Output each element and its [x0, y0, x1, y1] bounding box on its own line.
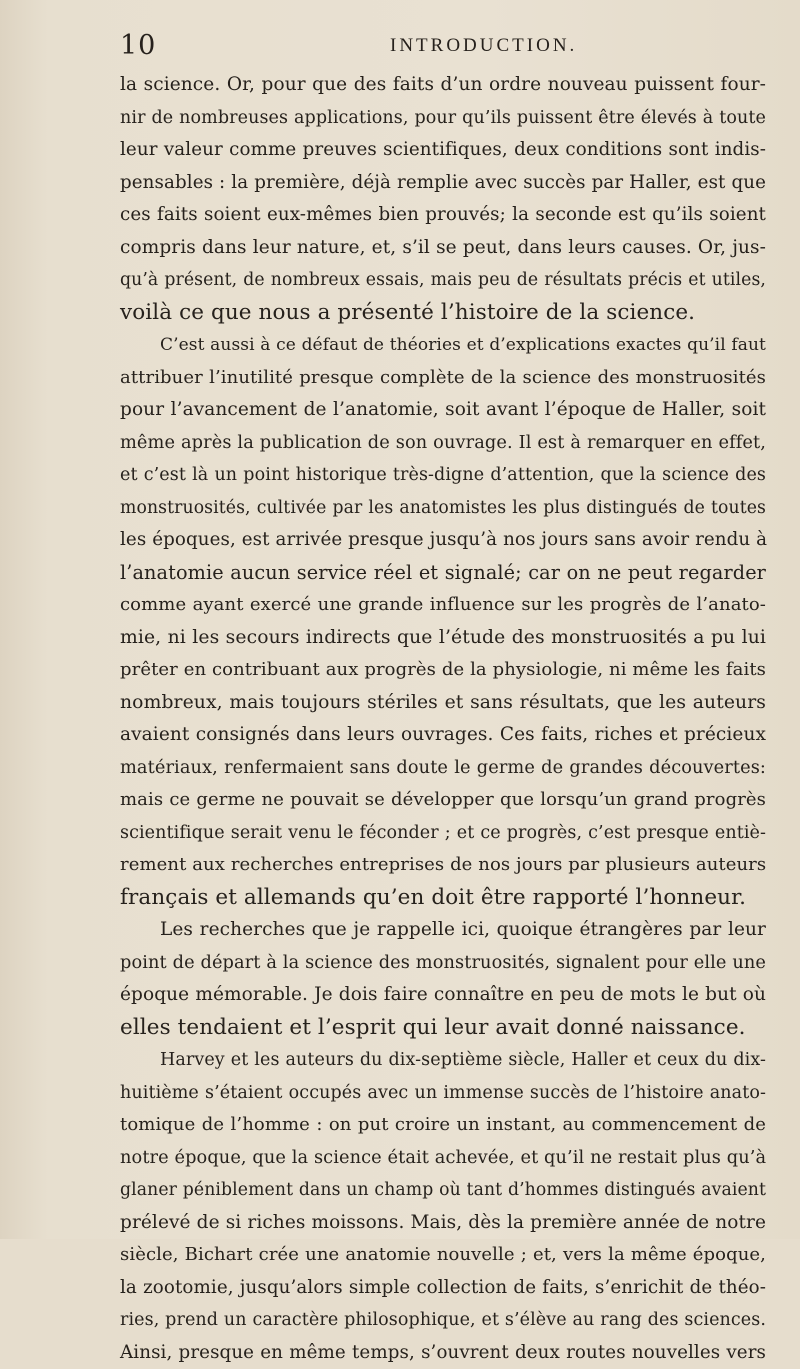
text-line: rement aux recherches entreprises de nos jours par plusieurs auteurs [120, 849, 766, 882]
text-line: scientifique serait venu le féconder ; et ce progrès, c’est presque entiè- [120, 817, 766, 850]
page-number: 10 [120, 30, 156, 61]
text-line: elles tendaient et l’esprit qui leur avait donné naissance. [120, 1012, 766, 1045]
text-line: glaner péniblement dans un champ où tant d’hommes distingués avaient [120, 1174, 766, 1207]
page-header [120, 30, 770, 64]
text-line: les époques, est arrivée presque jusqu’à nos jours sans avoir rendu à [120, 524, 766, 557]
text-line: attribuer l’inutilité presque complète de la science des monstruosités [120, 362, 766, 395]
text-line: nombreux, mais toujours stériles et sans résultats, que les auteurs [120, 687, 766, 720]
text-line: qu’à présent, de nombreux essais, mais peu de résultats précis et utiles, [120, 264, 766, 297]
text-line: monstruosités, cultivée par les anatomistes les plus distingués de toutes [120, 492, 766, 525]
text-line: la zootomie, jusqu’alors simple collection de faits, s’enrichit de théo- [120, 1272, 766, 1305]
text-line: point de départ à la science des monstruosités, signalent pour elle une [120, 947, 766, 980]
text-line: siècle, Bichart crée une anatomie nouvelle ; et, vers la même époque, [120, 1239, 766, 1272]
text-line: et c’est là un point historique très-digne d’attention, que la science des [120, 459, 766, 492]
text-line: ries, prend un caractère philosophique, et s’élève au rang des sciences. [120, 1304, 766, 1337]
text-line: la science. Or, pour que des faits d’un ordre nouveau puissent four- [120, 69, 766, 102]
text-line: Les recherches que je rappelle ici, quoique étrangères par leur [120, 914, 766, 947]
text-line: ces faits soient eux-mêmes bien prouvés; la seconde est qu’ils soient [120, 199, 766, 232]
text-line: comme ayant exercé une grande influence sur les progrès de l’anato- [120, 589, 766, 622]
text-line: matériaux, renfermaient sans doute le germe de grandes découvertes: [120, 752, 766, 785]
text-line: prêter en contribuant aux progrès de la physiologie, ni même les faits [120, 654, 766, 687]
text-line: tomique de l’homme : on put croire un instant, au commencement de [120, 1109, 766, 1142]
text-line: voilà ce que nous a présenté l’histoire de la science. [120, 297, 766, 330]
running-title: INTRODUCTION. [390, 35, 577, 57]
text-line: français et allemands qu’en doit être rapporté l’honneur. [120, 882, 766, 915]
text-line: mie, ni les secours indirects que l’étude des monstruosités a pu lui [120, 622, 766, 655]
text-line: avaient consignés dans leurs ouvrages. Ces faits, riches et précieux [120, 719, 766, 752]
text-line: prélevé de si riches moissons. Mais, dès la première année de notre [120, 1207, 766, 1240]
text-line: pour l’avancement de l’anatomie, soit avant l’époque de Haller, soit [120, 394, 766, 427]
text-line: leur valeur comme preuves scientifiques, deux conditions sont indis- [120, 134, 766, 167]
body-text [120, 69, 766, 1369]
text-line: nir de nombreuses applications, pour qu’ils puissent être élevés à toute [120, 102, 766, 135]
text-line: pensables : la première, déjà remplie avec succès par Haller, est que [120, 167, 766, 200]
text-line: huitième s’étaient occupés avec un immense succès de l’histoire anato- [120, 1077, 766, 1110]
text-line: C’est aussi à ce défaut de théories et d’explications exactes qu’il faut [120, 329, 766, 362]
text-line: époque mémorable. Je dois faire connaître en peu de mots le but où [120, 979, 766, 1012]
text-line: même après la publication de son ouvrage. Il est à remarquer en effet, [120, 427, 766, 460]
text-line: Harvey et les auteurs du dix-septième siècle, Haller et ceux du dix- [120, 1044, 766, 1077]
text-line: l’anatomie aucun service réel et signalé; car on ne peut regarder [120, 557, 766, 590]
text-line: notre époque, que la science était achevée, et qu’il ne restait plus qu’à [120, 1142, 766, 1175]
text-line: mais ce germe ne pouvait se développer que lorsqu’un grand progrès [120, 784, 766, 817]
text-line: Ainsi, presque en même temps, s’ouvrent deux routes nouvelles vers [120, 1337, 766, 1369]
text-line: compris dans leur nature, et, s’il se peut, dans leurs causes. Or, jus- [120, 232, 766, 265]
